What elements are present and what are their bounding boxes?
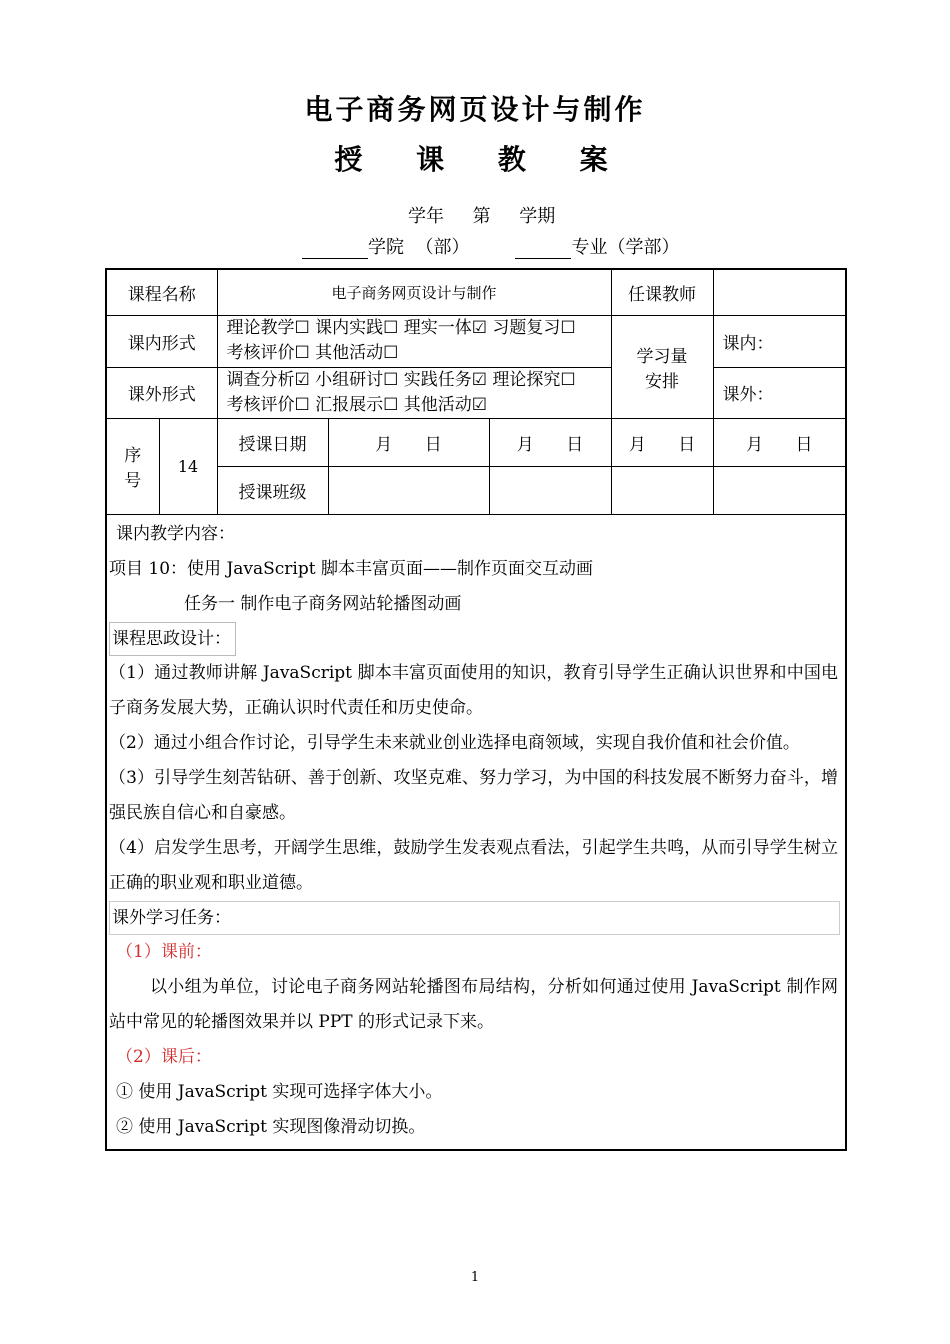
in-class-form-line-1: 理论教学☐ 课内实践☐ 理实一体☑ 习题复习☐ (226, 318, 576, 338)
teacher-label: 任课教师 (611, 269, 713, 315)
out-class-hours-label: 课外： (713, 367, 846, 418)
in-class-form-line-2: 考核评价☐ 其他活动☐ (226, 343, 399, 363)
project-title: 项目 10：使用 JavaScript 脚本丰富页面——制作页面交互动画 (109, 558, 593, 579)
teaching-date-cell: 月 日 (611, 418, 713, 466)
in-class-hours-label: 课内： (713, 315, 846, 367)
document-subtitle: 授 课 教 案 (334, 143, 630, 176)
out-class-form-line-2: 考核评价☐ 汇报展示☐ 其他活动☑ (226, 394, 488, 415)
course-name-label: 课程名称 (106, 269, 217, 315)
sequence-label-1: 序 (124, 446, 142, 466)
course-name-value: 电子商务网页设计与制作 (217, 269, 611, 315)
teaching-class-cell (328, 466, 489, 514)
before-class-text: 以小组为单位，讨论电子商务网站轮播图布局结构，分析如何通过使用 JavaScript 制作网站中常见的轮播图效果并以 PPT 的形式记录下来。 (109, 976, 839, 1032)
sequence-value: 14 (159, 418, 217, 514)
task-title: 任务一 制作电子商务网站轮播图动画 (184, 593, 462, 614)
college-blank (302, 239, 368, 259)
out-class-form-label: 课外形式 (106, 367, 217, 418)
sequence-label (106, 418, 159, 514)
in-class-form-label: 课内形式 (106, 315, 217, 367)
term-line: 学年 第 学期 (408, 206, 556, 227)
out-class-form-line-1: 调查分析☑ 小组研讨☐ 实践任务☑ 理论探究☐ (226, 369, 576, 390)
sequence-label-2: 号 (124, 471, 142, 491)
teaching-content-heading: 课内教学内容： (116, 523, 235, 544)
department-line (302, 233, 679, 259)
after-class-item: ① 使用 JavaScript 实现可选择字体大小。 (116, 1081, 443, 1102)
ideology-item: （4）启发学生思考，开阔学生思维，鼓励学生发表观点看法，引起学生共鸣，从而引导学生树立正确的职业观和职业道德。 (109, 837, 839, 893)
teaching-date-cell: 月 日 (713, 418, 846, 466)
teaching-class-cell (611, 466, 713, 514)
major-label: 专业（学部） (571, 237, 680, 258)
teaching-date-label: 授课日期 (217, 418, 328, 466)
teacher-value (713, 269, 846, 315)
teaching-class-label: 授课班级 (217, 466, 328, 514)
before-class-heading: （1）课前： (116, 941, 212, 962)
teaching-date-cell: 月 日 (328, 418, 489, 466)
content-section (106, 514, 846, 1150)
lesson-plan-table (105, 268, 847, 1151)
ideology-heading: 课程思政设计： (109, 622, 236, 656)
major-blank (515, 239, 571, 259)
outside-tasks-heading: 课外学习任务： (109, 901, 840, 935)
college-label: 学院 （部） (368, 237, 470, 258)
teaching-date-cell: 月 日 (489, 418, 611, 466)
after-class-heading: （2）课后： (116, 1046, 212, 1067)
page-number: 1 (470, 1270, 480, 1285)
ideology-item: （2）通过小组合作讨论，引导学生未来就业创业选择电商领域，实现自我价值和社会价值。 (109, 732, 800, 753)
study-load-label-1: 学习量 (636, 346, 688, 367)
study-load-label (611, 315, 713, 418)
ideology-item: （1）通过教师讲解 JavaScript 脚本丰富页面使用的知识，教育引导学生正确认识世界和中国电子商务发展大势，正确认识时代责任和历史使命。 (109, 662, 839, 718)
study-load-label-2: 安排 (645, 371, 680, 392)
teaching-class-cell (713, 466, 846, 514)
document-title: 电子商务网页设计与制作 (304, 93, 646, 126)
after-class-item: ② 使用 JavaScript 实现图像滑动切换。 (116, 1116, 426, 1137)
in-class-form-options (217, 315, 611, 367)
ideology-item: （3）引导学生刻苦钻研、善于创新、攻坚克难、努力学习，为中国的科技发展不断努力奋斗，增强民族自信心和自豪感。 (109, 767, 839, 823)
teaching-class-cell (489, 466, 611, 514)
out-class-form-options (217, 367, 611, 418)
